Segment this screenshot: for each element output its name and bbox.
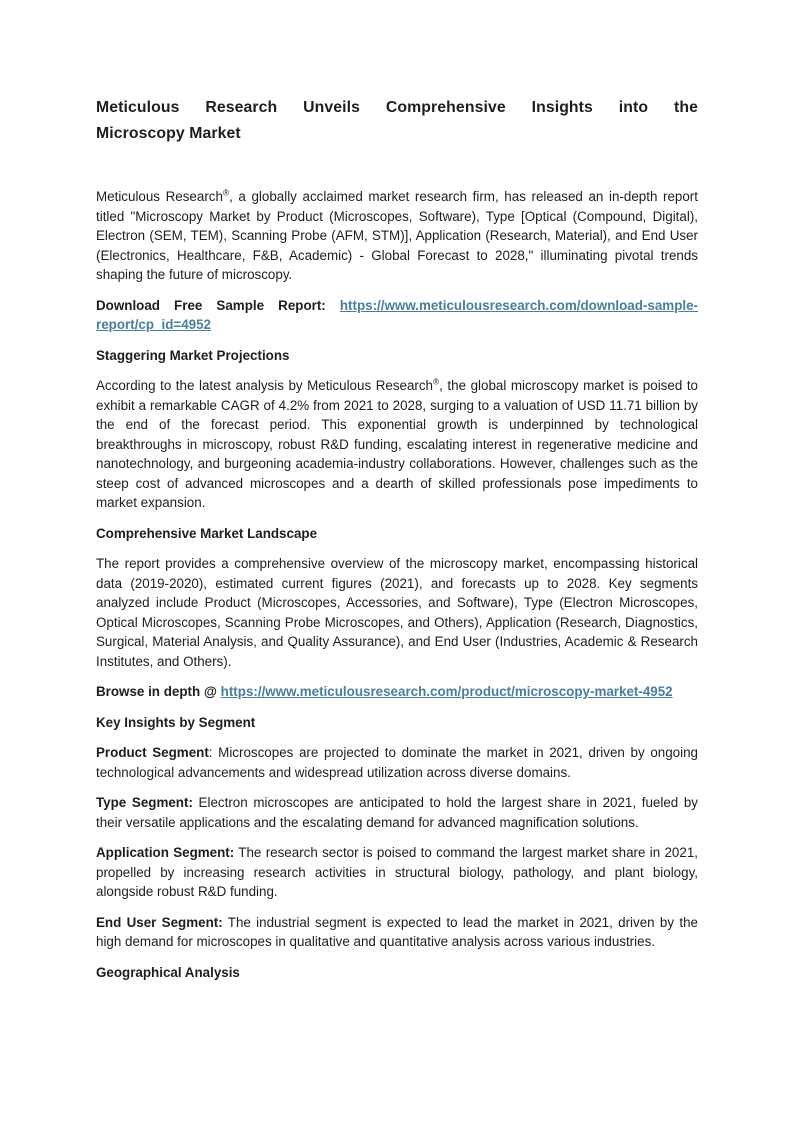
heading-geographical-analysis: Geographical Analysis	[96, 964, 240, 980]
browse-in-depth-label: Browse in depth @	[96, 684, 217, 699]
end-user-segment-label: End User Segment:	[96, 914, 223, 930]
heading-key-insights-by-segment: Key Insights by Segment	[96, 714, 256, 730]
download-sample-label: Download Free Sample Report:	[96, 297, 326, 313]
download-sample-line	[96, 296, 698, 335]
product-segment-text: : Microscopes are projected to dominate the market in 2021, driven by ongoing technological advancements and widespread utilization across diverse domains.	[96, 745, 698, 780]
page-title-line-2: Microscopy Market	[96, 125, 241, 142]
page-title-line-1: Meticulous Research Unveils Comprehensive Insights into the	[96, 99, 698, 116]
page-title	[96, 95, 698, 147]
heading-staggering-market-projections: Staggering Market Projections	[96, 347, 290, 363]
intro-paragraph: Meticulous Research®, a globally acclaimed market research firm, has released an in-depth report titled "Microscopy Market by Product (Microscopes, Software), Type [Optical (Compound, Digital), Electron (SEM, TEM), Scanning Probe (AFM, STM)], Application (Research, Material), and End User (Electronics, Healthcare, F&B, Academic) - Global Forecast to 2028," illuminating pivotal trends shaping the future of microscopy.	[96, 187, 698, 282]
projections-paragraph: According to the latest analysis by Meticulous Research®, the global microscopy market is poised to exhibit a remarkable CAGR of 4.2% from 2021 to 2028, surging to a valuation of USD 11.71 billion by the end of the forecast period. This exponential growth is underpinned by technological breakthroughs in microscopy, robust R&D funding, escalating interest in regenerative medicine and nanotechnology, and burgeoning academia-industry collaborations. However, challenges such as the steep cost of advanced microscopes and a dearth of skilled professionals pose impediments to market expansion.	[96, 376, 698, 510]
product-page-link[interactable]: https://www.meticulousresearch.com/product/microscopy-market-4952	[220, 684, 673, 699]
download-sample-link[interactable]: https://www.meticulousresearch.com/download-sample-report/cp_id=4952	[96, 297, 698, 332]
type-segment-text: Electron microscopes are anticipated to hold the largest share in 2021, fueled by their versatile applications and the escalating demand for advanced magnification solutions.	[96, 795, 698, 830]
application-segment-paragraph	[96, 843, 698, 902]
end-user-segment-text: The industrial segment is expected to lead the market in 2021, driven by the high demand for microscopes in qualitative and quantitative analysis across various industries.	[96, 914, 698, 949]
type-segment-paragraph	[96, 793, 698, 832]
heading-comprehensive-market-landscape: Comprehensive Market Landscape	[96, 525, 318, 541]
browse-in-depth-line	[96, 682, 698, 702]
type-segment-label: Type Segment:	[96, 795, 193, 810]
product-segment-label: Product Segment	[96, 745, 209, 760]
end-user-segment-paragraph	[96, 913, 698, 952]
landscape-paragraph: The report provides a comprehensive overview of the microscopy market, encompassing historical data (2019-2020), estimated current figures (2021), and forecasts up to 2028. Key segments analyzed include Product (Microscopes, Accessories, and Software), Type (Electron Microscopes, Optical Microscopes, Scanning Probe Microscopes, and Others), Application (Research, Diagnostics, Surgical, Material Analysis, and Quality Assurance), and End User (Industries, Academic & Research Institutes, and Others).	[96, 556, 698, 669]
product-segment-paragraph	[96, 743, 698, 782]
application-segment-label: Application Segment:	[96, 845, 235, 860]
application-segment-text: The research sector is poised to command the largest market share in 2021, propelled by increasing research activities in structural biology, pathology, and plant biology, alongside robust R&D funding.	[96, 845, 698, 899]
